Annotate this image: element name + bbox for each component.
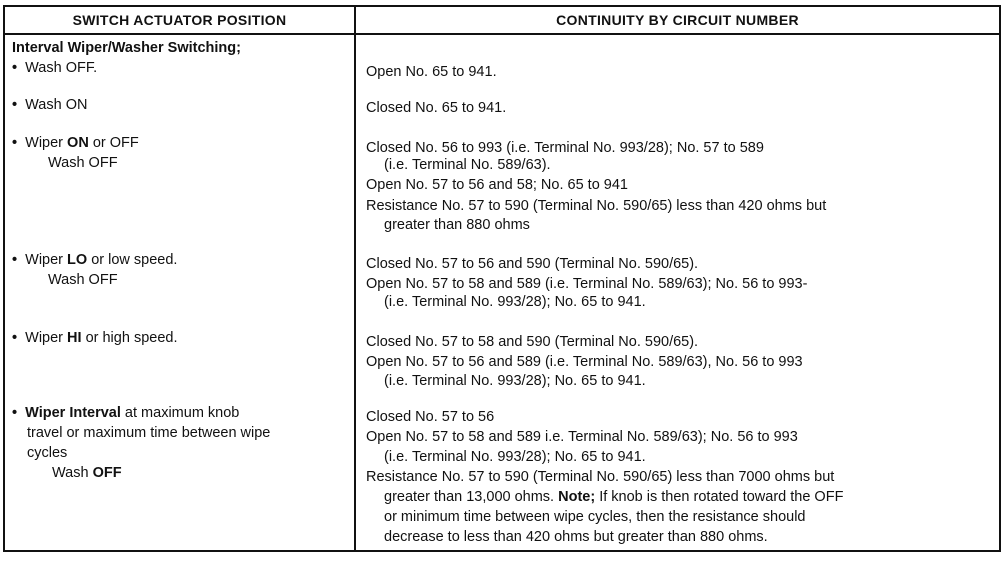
table-header <box>5 7 999 35</box>
row-4-continuity-1: Closed No. 57 to 56 and 590 (Terminal No. 590/65). <box>366 256 699 272</box>
row-2-label: Wash ON <box>25 97 88 113</box>
row-2-continuity: Closed No. 65 to 941. <box>366 100 507 116</box>
row-6-note-pre: greater than 13,000 ohms. <box>384 489 559 505</box>
row-5-left <box>12 328 177 348</box>
row-6-note-post: If knob is then rotated toward the OFF <box>595 489 844 505</box>
row-3-continuity-5: greater than 880 ohms <box>384 217 530 233</box>
row-5-label-pre: Wiper <box>25 330 68 346</box>
row-6-continuity-2: Open No. 57 to 58 and 589 i.e. Terminal No. 589/63); No. 56 to 993 <box>366 429 798 445</box>
row-6-continuity-6: or minimum time between wipe cycles, then the resistance should <box>384 509 806 525</box>
row-6-continuity-3: (i.e. Terminal No. 993/28); No. 65 to 941. <box>384 449 646 465</box>
row-3-wash: Wash OFF <box>48 155 118 171</box>
row-1-continuity: Open No. 65 to 941. <box>366 64 497 80</box>
row-6-continuity-1: Closed No. 57 to 56 <box>366 409 495 425</box>
row-1-left <box>12 58 97 78</box>
row-6-left <box>12 403 239 423</box>
row-3-label-pre: Wiper <box>25 135 68 151</box>
row-4-label-post: or low speed. <box>87 252 178 268</box>
bullet-icon: • <box>12 97 18 113</box>
row-6-label-post: at maximum knob <box>120 405 240 421</box>
row-6-line-3: cycles <box>27 445 68 461</box>
row-3-left <box>12 133 139 153</box>
row-4-label-pre: Wiper <box>25 252 68 268</box>
section-title: Interval Wiper/Washer Switching; <box>12 40 241 56</box>
row-5-label-post: or high speed. <box>81 330 178 346</box>
row-4-left <box>12 250 177 270</box>
header-switch-actuator-position: SWITCH ACTUATOR POSITION <box>72 12 287 28</box>
row-3-continuity-3: Open No. 57 to 56 and 58; No. 65 to 941 <box>366 177 628 193</box>
row-4-continuity-2: Open No. 57 to 58 and 589 (i.e. Terminal No. 589/63); No. 56 to 993- <box>366 276 808 292</box>
row-6-wash-pre: Wash <box>52 465 93 481</box>
row-6-label-bold: Wiper Interval <box>25 405 121 421</box>
row-4-wash: Wash OFF <box>48 272 118 288</box>
row-5-continuity-1: Closed No. 57 to 58 and 590 (Terminal No. 590/65). <box>366 334 699 350</box>
column-divider <box>354 7 356 550</box>
row-3-continuity-2: (i.e. Terminal No. 589/63). <box>384 157 551 173</box>
row-3-label-post: or OFF <box>88 135 139 151</box>
row-5-continuity-2: Open No. 57 to 56 and 589 (i.e. Terminal No. 589/63), No. 56 to 993 <box>366 354 803 370</box>
row-5-continuity-3: (i.e. Terminal No. 993/28); No. 65 to 941. <box>384 373 646 389</box>
row-1-label: Wash OFF. <box>25 60 98 76</box>
row-6-note-label: Note; <box>558 489 596 505</box>
bullet-icon: • <box>12 405 18 421</box>
bullet-icon: • <box>12 252 18 268</box>
row-6-continuity-4: Resistance No. 57 to 590 (Terminal No. 590/65) less than 7000 ohms but <box>366 469 835 485</box>
row-6-continuity-7: decrease to less than 420 ohms but greater than 880 ohms. <box>384 529 768 545</box>
row-3-label-bold: ON <box>67 135 89 151</box>
row-3-continuity-1: Closed No. 56 to 993 (i.e. Terminal No. 993/28); No. 57 to 589 <box>366 140 764 156</box>
bullet-icon: • <box>12 330 18 346</box>
row-2-left <box>12 95 87 115</box>
row-6-continuity-5 <box>384 487 843 507</box>
row-6-wash-bold: OFF <box>92 465 122 481</box>
row-6-wash <box>52 463 122 483</box>
bullet-icon: • <box>12 135 18 151</box>
row-3-continuity-4: Resistance No. 57 to 590 (Terminal No. 590/65) less than 420 ohms but <box>366 198 827 214</box>
row-4-continuity-3: (i.e. Terminal No. 993/28); No. 65 to 941. <box>384 294 646 310</box>
bullet-icon: • <box>12 60 18 76</box>
row-4-label-bold: LO <box>67 252 88 268</box>
header-continuity-by-circuit-number: CONTINUITY BY CIRCUIT NUMBER <box>556 12 799 28</box>
row-6-line-2: travel or maximum time between wipe <box>27 425 271 441</box>
row-5-label-bold: HI <box>67 330 82 346</box>
